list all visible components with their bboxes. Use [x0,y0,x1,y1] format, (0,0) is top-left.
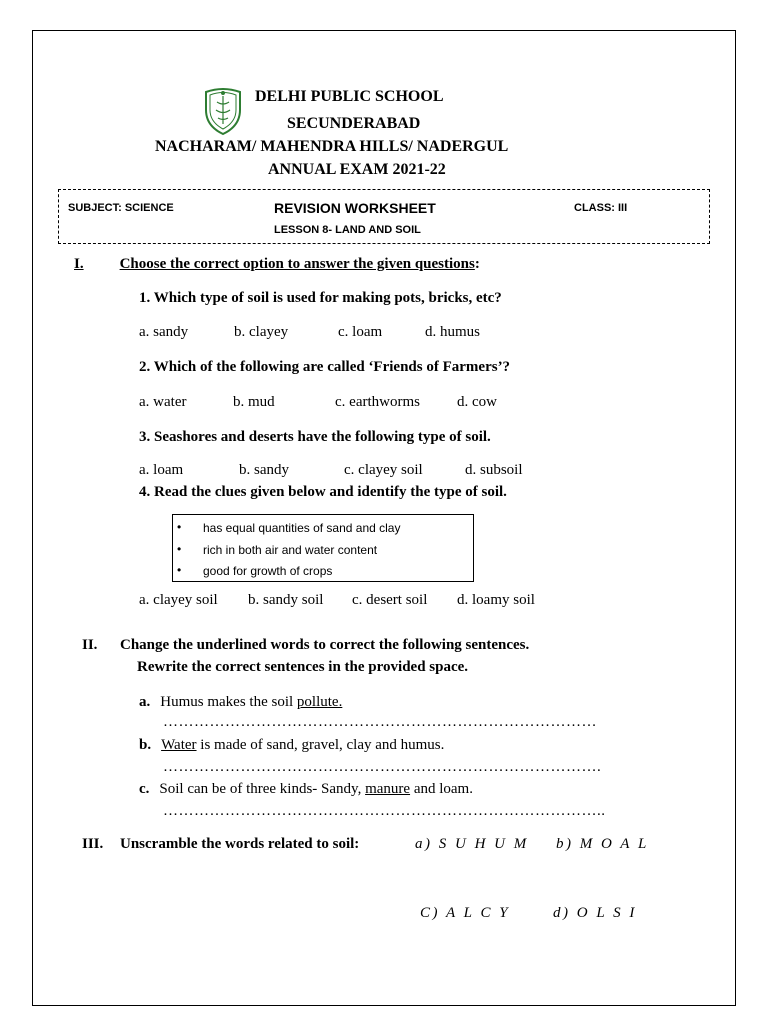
section-2-line-1: Change the underlined words to correct the following sentences. [120,637,530,653]
q1-option-c: c. loam [338,324,383,340]
q3-option-a: a. loam [139,462,184,478]
answer-line-b: …………………………………………………………………………. [163,759,602,775]
q1-option-b: b. clayey [234,324,289,340]
scrambled-word-b: b) M O A L [556,836,649,852]
school-name: DELHI PUBLIC SCHOOL [255,88,444,105]
q4-option-a: a. clayey soil [139,592,218,608]
section-1-numeral: I. [74,256,84,272]
school-branches: NACHARAM/ MAHENDRA HILLS/ NADERGUL [155,138,509,155]
section-3-numeral: III. [82,836,104,852]
question-4: 4. Read the clues given below and identify the type of soil. [139,484,507,500]
answer-line-c: ………………………………………………………………………….. [163,803,606,819]
exam-title: ANNUAL EXAM 2021-22 [268,161,446,178]
sentence-a: a. Humus makes the soil pollute. [139,694,343,710]
section-1-heading: I. Choose the correct option to answer the given questions: [74,256,480,272]
subject-label: SUBJECT: SCIENCE [68,202,174,214]
q2-option-a: a. water [139,394,187,410]
q4-option-c: c. desert soil [352,592,428,608]
question-3: 3. Seashores and deserts have the following type of soil. [139,429,491,445]
lesson-title: LESSON 8- LAND AND SOIL [274,224,421,236]
section-1-title: Choose the correct option to answer the given questions [119,256,475,272]
q4-option-d: d. loamy soil [457,592,535,608]
section-3-title: Unscramble the words related to soil: [120,836,360,852]
q1-option-d: d. humus [425,324,481,340]
question-1: 1. Which type of soil is used for making pots, bricks, etc? [139,290,502,306]
sentence-c: c. Soil can be of three kinds- Sandy, manure and loam. [139,781,473,797]
answer-line-a: ………………………………………………………………………… [163,714,597,730]
q4-option-b: b. sandy soil [248,592,324,608]
clue-item: • has equal quantities of sand and clay [177,520,401,535]
q2-option-d: d. cow [457,394,497,410]
q3-option-d: d. subsoil [465,462,523,478]
question-2: 2. Which of the following are called ‘Friends of Farmers’? [139,359,511,375]
clue-box [172,514,474,582]
school-city: SECUNDERABAD [287,115,421,132]
q2-option-b: b. mud [233,394,275,410]
worksheet-title: REVISION WORKSHEET [274,200,436,216]
scrambled-word-d: d) O L S I [553,905,637,921]
sentence-b: b. Water is made of sand, gravel, clay and humus. [139,737,445,753]
scrambled-word-c: C) A L C Y [420,905,511,921]
section-2-numeral: II. [82,637,98,653]
section-2-line-2: Rewrite the correct sentences in the provided space. [137,659,469,675]
school-logo [200,84,246,136]
clue-item: • good for growth of crops [177,563,333,578]
clue-item: • rich in both air and water content [177,542,378,557]
q1-option-a: a. sandy [139,324,189,340]
q3-option-b: b. sandy [239,462,289,478]
scrambled-word-a: a) S U H U M [415,836,529,852]
q3-option-c: c. clayey soil [344,462,423,478]
class-label: CLASS: III [574,202,628,214]
q2-option-c: c. earthworms [335,394,420,410]
